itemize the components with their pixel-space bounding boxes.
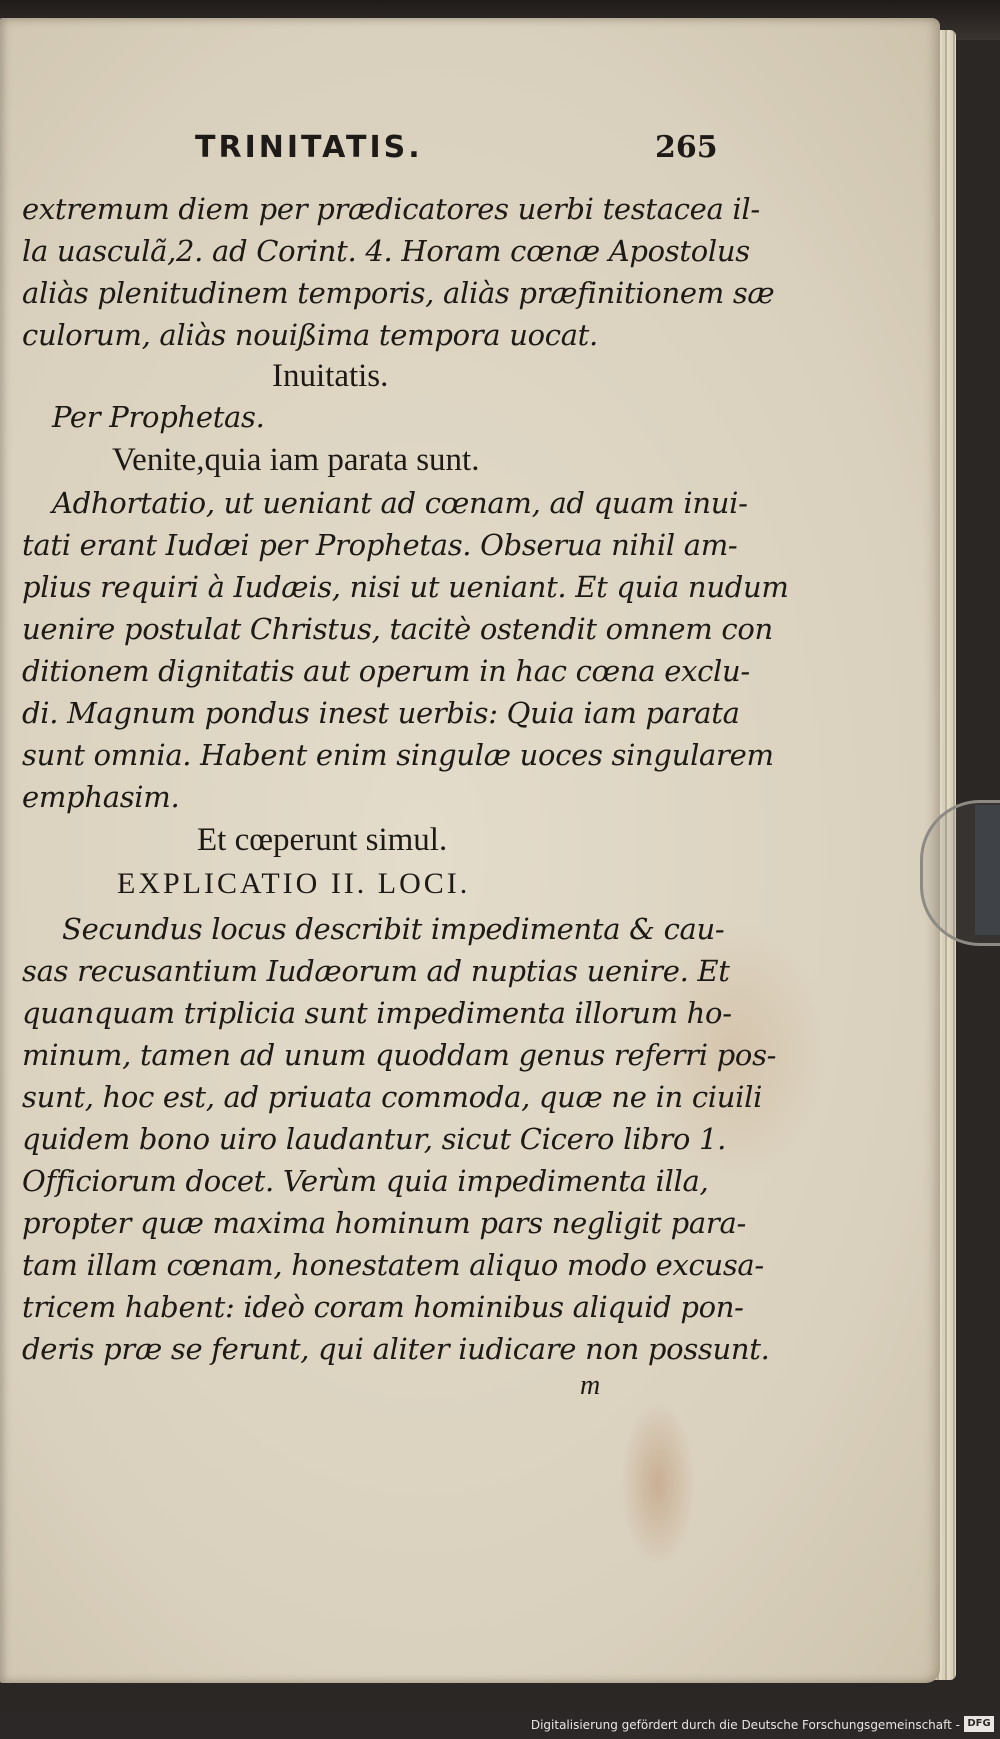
dfg-logo: DFG [964,1716,994,1732]
text-line: Officiorum docet. Verùm quia impedimenta illa, [22,1164,709,1198]
text-line: tati erant Iudæi per Prophetas. Obserua nihil am- [22,528,738,562]
text-line: tricem habent: ideò coram hominibus aliquid pon- [22,1290,744,1324]
text-line: Secundus locus describit impedimenta & cau- [62,912,725,946]
text-line: plius requiri à Iudæis, nisi ut ueniant. Et quia nudum [22,570,789,604]
page-header [0,130,940,174]
text-line: quidem bono uiro laudantur, sicut Cicero libro 1. [22,1122,727,1156]
text-line: culorum, aliàs nouißima tempora uocat. [22,318,598,352]
heading-invitatis: Inuitatis. [272,358,389,394]
clip-band [975,805,1000,935]
heading-venite: Venite,quia iam parata sunt. [112,442,480,478]
text-line: Per Prophetas. [52,400,265,434]
text-line: sas recusantium Iudæorum ad nuptias uenire. Et [22,954,730,988]
heading-coeperunt: Et cœperunt simul. [197,822,448,858]
book-page [0,18,940,1683]
running-head: TRINITATIS. [195,130,423,165]
text-line: tam illam cœnam, honestatem aliquo modo excusa- [22,1248,764,1282]
text-line: la uasculã,2. ad Corint. 4. Horam cœnæ Apostolus [22,234,750,268]
text-line: extremum diem per prædicatores uerbi testacea il- [22,192,760,226]
text-line: sunt omnia. Habent enim singulæ uoces singularem [22,738,774,772]
text-line: Adhortatio, ut ueniant ad cœnam, ad quam inui- [52,486,748,520]
text-line: sunt, hoc est, ad priuata commoda, quæ ne in ciuili [22,1080,763,1114]
text-line: di. Magnum pondus inest uerbis: Quia iam parata [22,696,740,730]
text-line: minum, tamen ad unum quoddam genus referri pos- [22,1038,777,1072]
text-line: deris præ se ferunt, qui aliter iudicare non possunt. [22,1332,770,1366]
heading-explicatio: EXPLICATIO II. LOCI. [117,867,471,900]
text-line: uenire postulat Christus, tacitè ostendit omnem con [22,612,773,646]
text-line: quanquam triplicia sunt impedimenta illorum ho- [22,996,732,1030]
text-line: aliàs plenitudinem temporis, aliàs præfinitionem sæ [22,276,775,310]
text-line: ditionem dignitatis aut operum in hac cœna exclu- [22,654,750,688]
catchword: m [580,1370,601,1401]
footer-credit: Digitalisierung gefördert durch die Deutsche Forschungsgemeinschaft - [530,1718,960,1732]
text-line: emphasim. [22,780,180,814]
page-number: 265 [655,130,718,165]
text-line: propter quæ maxima hominum pars negligit para- [22,1206,746,1240]
